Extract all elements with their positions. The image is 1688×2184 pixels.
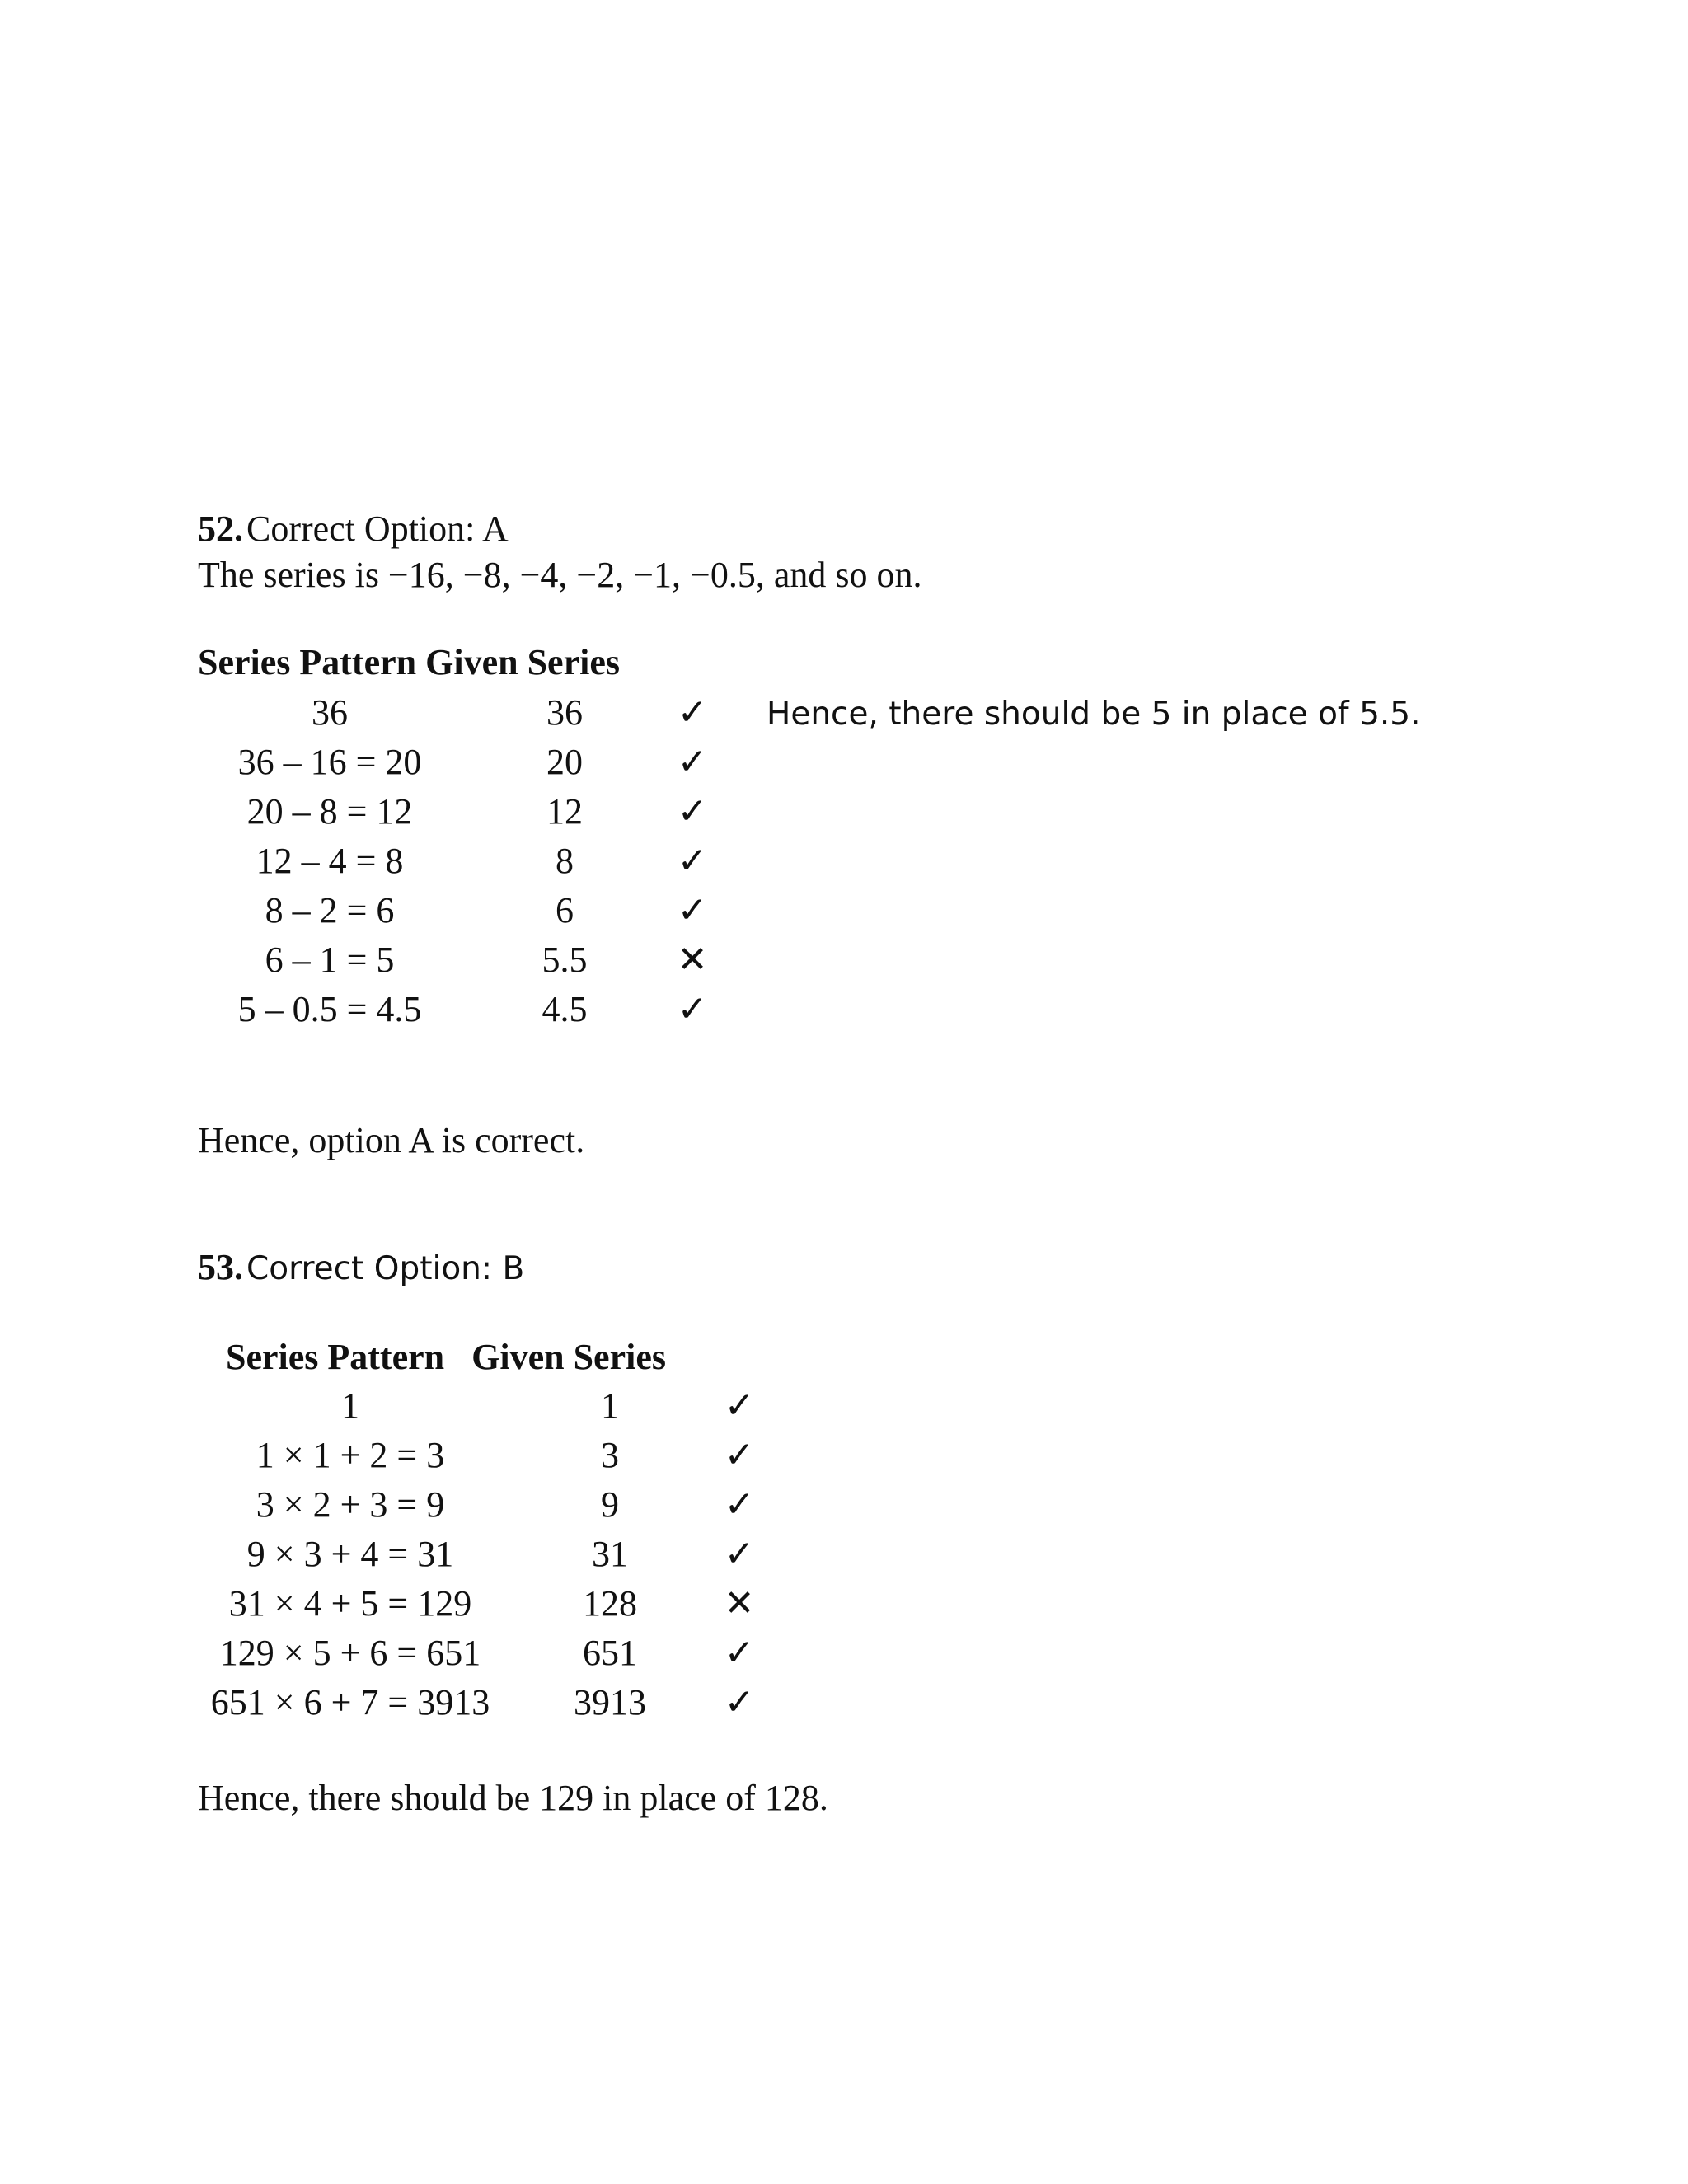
table-row: [0, 886, 989, 935]
check-icon: ✓: [677, 889, 708, 931]
table-row: [0, 1480, 989, 1530]
q52-answer: Correct Option: A: [246, 509, 509, 549]
pattern-cell: 31 × 4 + 5 = 129: [228, 1583, 472, 1624]
pattern-cell: 6 – 1 = 5: [265, 940, 395, 980]
q52-side-note: Hence, there should be 5 in place of 5.5.: [767, 696, 1421, 733]
pattern-cell: 129 × 5 + 6 = 651: [219, 1633, 481, 1673]
check-icon: ✓: [677, 790, 708, 832]
check-icon: ✓: [724, 1533, 755, 1575]
given-cell: 651: [583, 1633, 637, 1673]
q52-header-pattern: Series Pattern: [198, 642, 417, 682]
check-icon: ✓: [677, 988, 708, 1030]
q53-table: [0, 1381, 989, 1727]
pattern-cell: 1 × 1 + 2 = 3: [256, 1435, 445, 1475]
pattern-cell: 20 – 8 = 12: [246, 791, 413, 832]
cross-icon: ✕: [724, 1582, 755, 1624]
pattern-cell: 651 × 6 + 7 = 3913: [210, 1682, 490, 1722]
pattern-cell: 36: [312, 692, 348, 733]
q53-answer: Correct Option: B: [246, 1250, 525, 1287]
check-icon: ✓: [724, 1483, 755, 1526]
q53-conclusion: Hence, there should be 129 in place of 128.: [198, 1778, 828, 1818]
given-cell: 4.5: [542, 989, 588, 1029]
pattern-cell: 5 – 0.5 = 4.5: [237, 989, 422, 1029]
q53-header-pattern: Series Pattern: [226, 1337, 445, 1377]
given-cell: 20: [546, 742, 583, 782]
q52-conclusion: Hence, option A is correct.: [198, 1120, 585, 1160]
given-cell: 6: [556, 890, 574, 930]
q52-header-given: Given Series: [425, 642, 620, 682]
table-row: [0, 1629, 989, 1678]
q52-table: [0, 688, 989, 1034]
check-icon: ✓: [677, 741, 708, 783]
table-row: [0, 738, 989, 787]
table-row: [0, 787, 989, 837]
given-cell: 3913: [574, 1682, 646, 1722]
given-cell: 31: [592, 1534, 628, 1574]
given-cell: 36: [546, 692, 583, 733]
table-row: [0, 985, 989, 1034]
table-row: [0, 1431, 989, 1480]
given-cell: 9: [601, 1484, 619, 1525]
q53-number: 53.: [198, 1247, 243, 1287]
table-row: [0, 837, 989, 886]
q53-header-given: Given Series: [471, 1337, 666, 1377]
q52-number: 52.: [198, 509, 243, 549]
check-icon: ✓: [677, 691, 708, 733]
q53-table-header: [226, 1339, 666, 1376]
pattern-cell: 12 – 4 = 8: [256, 841, 404, 881]
check-icon: ✓: [724, 1385, 755, 1427]
q52-series-text: The series is −16, −8, −4, −2, −1, −0.5, and so on.: [198, 555, 922, 595]
table-row: [0, 1530, 989, 1579]
given-cell: 8: [556, 841, 574, 881]
pattern-cell: 36 – 16 = 20: [237, 742, 422, 782]
cross-icon: ✕: [677, 939, 708, 981]
given-cell: 12: [546, 791, 583, 832]
table-row: [0, 1678, 989, 1727]
given-cell: 3: [601, 1435, 619, 1475]
table-row: [0, 1579, 989, 1629]
q53-heading: [198, 1249, 524, 1286]
table-row: [0, 935, 989, 985]
q52-heading: [198, 511, 509, 547]
pattern-cell: 9 × 3 + 4 = 31: [246, 1534, 454, 1574]
given-cell: 5.5: [542, 940, 588, 980]
check-icon: ✓: [724, 1632, 755, 1674]
check-icon: ✓: [724, 1681, 755, 1723]
given-cell: 128: [583, 1583, 637, 1624]
check-icon: ✓: [677, 840, 708, 882]
given-cell: 1: [601, 1385, 619, 1426]
q52-table-header: [198, 644, 620, 681]
pattern-cell: 1: [341, 1385, 359, 1426]
table-row: [0, 1381, 989, 1431]
pattern-cell: 3 × 2 + 3 = 9: [256, 1484, 445, 1525]
check-icon: ✓: [724, 1434, 755, 1476]
pattern-cell: 8 – 2 = 6: [265, 890, 395, 930]
